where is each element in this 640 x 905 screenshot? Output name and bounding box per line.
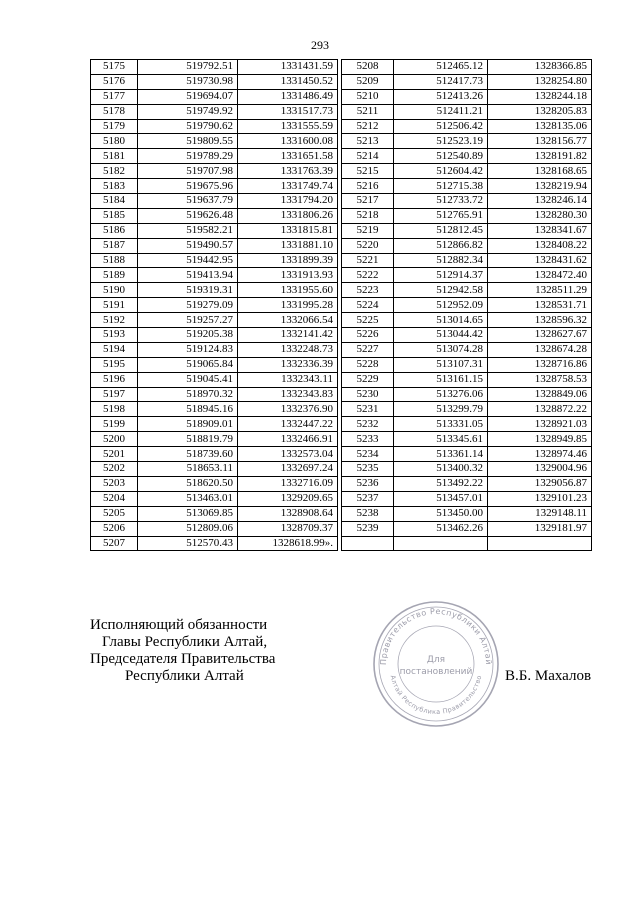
y-coordinate-cell: 1329004.96 xyxy=(488,462,592,477)
x-coordinate-cell: 513492.22 xyxy=(394,476,488,491)
y-coordinate-cell: 1332248.73 xyxy=(238,342,338,357)
table-row xyxy=(91,357,592,372)
page-number: 293 xyxy=(311,38,329,52)
y-coordinate-cell: 1332376.90 xyxy=(238,402,338,417)
x-coordinate-cell: 513345.61 xyxy=(394,432,488,447)
y-coordinate-cell: 1329209.65 xyxy=(238,491,338,506)
point-number-cell: 5179 xyxy=(91,119,138,134)
point-number-cell: 5175 xyxy=(91,60,138,75)
y-coordinate-cell: 1328168.65 xyxy=(488,164,592,179)
x-coordinate-cell: 519809.55 xyxy=(138,134,238,149)
point-number-cell: 5236 xyxy=(342,476,394,491)
x-coordinate-cell: 518620.50 xyxy=(138,476,238,491)
point-number-cell: 5212 xyxy=(342,119,394,134)
table-row xyxy=(91,328,592,343)
table-row xyxy=(91,298,592,313)
y-coordinate-cell: 1331955.60 xyxy=(238,283,338,298)
y-coordinate-cell: 1328280.30 xyxy=(488,208,592,223)
table-row xyxy=(91,506,592,521)
y-coordinate-cell: 1328135.06 xyxy=(488,119,592,134)
y-coordinate-cell: 1328908.64 xyxy=(238,506,338,521)
x-coordinate-cell: 519789.29 xyxy=(138,149,238,164)
point-number-cell: 5222 xyxy=(342,268,394,283)
x-coordinate-cell: 512417.73 xyxy=(394,74,488,89)
y-coordinate-cell: 1332066.54 xyxy=(238,313,338,328)
x-coordinate-cell: 513299.79 xyxy=(394,402,488,417)
table-row xyxy=(91,313,592,328)
x-coordinate-cell: 519065.84 xyxy=(138,357,238,372)
x-coordinate-cell: 519749.92 xyxy=(138,104,238,119)
y-coordinate-cell: 1328716.86 xyxy=(488,357,592,372)
x-coordinate-cell: 519442.95 xyxy=(138,253,238,268)
point-number-cell: 5211 xyxy=(342,104,394,119)
point-number-cell: 5192 xyxy=(91,313,138,328)
y-coordinate-cell: 1328244.18 xyxy=(488,89,592,104)
point-number-cell: 5237 xyxy=(342,491,394,506)
point-number-cell: 5193 xyxy=(91,328,138,343)
x-coordinate-cell: 519694.07 xyxy=(138,89,238,104)
y-coordinate-cell: 1331555.59 xyxy=(238,119,338,134)
point-number-cell: 5185 xyxy=(91,208,138,223)
x-coordinate-cell: 513462.26 xyxy=(394,521,488,536)
table-row xyxy=(91,372,592,387)
x-coordinate-cell: 518945.16 xyxy=(138,402,238,417)
table-row xyxy=(91,208,592,223)
y-coordinate-cell: 1332573.04 xyxy=(238,447,338,462)
y-coordinate-cell: 1328205.83 xyxy=(488,104,592,119)
x-coordinate-cell: 519637.79 xyxy=(138,194,238,209)
point-number-cell: 5190 xyxy=(91,283,138,298)
point-number-cell: 5202 xyxy=(91,462,138,477)
x-coordinate-cell: 519045.41 xyxy=(138,372,238,387)
x-coordinate-cell: 513463.01 xyxy=(138,491,238,506)
x-coordinate-cell: 512765.91 xyxy=(394,208,488,223)
x-coordinate-cell: 519582.21 xyxy=(138,223,238,238)
x-coordinate-cell: 513400.32 xyxy=(394,462,488,477)
point-number-cell: 5197 xyxy=(91,387,138,402)
x-coordinate-cell: 519675.96 xyxy=(138,179,238,194)
point-number-cell: 5206 xyxy=(91,521,138,536)
point-number-cell: 5181 xyxy=(91,149,138,164)
point-number-cell: 5229 xyxy=(342,372,394,387)
y-coordinate-cell: 1329181.97 xyxy=(488,521,592,536)
y-coordinate-cell: 1332697.24 xyxy=(238,462,338,477)
point-number-cell: 5221 xyxy=(342,253,394,268)
table-row xyxy=(91,89,592,104)
x-coordinate-cell: 512570.43 xyxy=(138,536,238,551)
y-coordinate-cell: 1328191.82 xyxy=(488,149,592,164)
x-coordinate-cell: 519626.48 xyxy=(138,208,238,223)
point-number-cell: 5196 xyxy=(91,372,138,387)
x-coordinate-cell: 513107.31 xyxy=(394,357,488,372)
x-coordinate-cell: 519707.98 xyxy=(138,164,238,179)
point-number-cell: 5205 xyxy=(91,506,138,521)
table-row xyxy=(91,342,592,357)
point-number-cell: 5227 xyxy=(342,342,394,357)
y-coordinate-cell: 1332716.09 xyxy=(238,476,338,491)
y-coordinate-cell: 1328472.40 xyxy=(488,268,592,283)
x-coordinate-cell: 518909.01 xyxy=(138,417,238,432)
table-row xyxy=(91,476,592,491)
signer-position-line-4: Республики Алтай xyxy=(125,668,244,684)
svg-text:Правительство Республики Алтай: Правительство Республики Алтай xyxy=(378,606,494,666)
x-coordinate-cell: 512914.37 xyxy=(394,268,488,283)
x-coordinate-cell: 518739.60 xyxy=(138,447,238,462)
point-number-cell: 5180 xyxy=(91,134,138,149)
x-coordinate-cell: 512866.82 xyxy=(394,238,488,253)
x-coordinate-cell: 512413.26 xyxy=(394,89,488,104)
x-coordinate-cell: 512540.89 xyxy=(394,149,488,164)
table-row xyxy=(91,223,592,238)
signer-position-line-1: Исполняющий обязанности xyxy=(90,617,268,633)
x-coordinate-cell: 519124.83 xyxy=(138,342,238,357)
x-coordinate-cell: 519792.51 xyxy=(138,60,238,75)
table-row xyxy=(91,253,592,268)
svg-text:Для: Для xyxy=(426,655,446,665)
official-seal-stamp xyxy=(370,598,502,730)
x-coordinate-cell: 512411.21 xyxy=(394,104,488,119)
point-number-cell: 5188 xyxy=(91,253,138,268)
table-row xyxy=(91,149,592,164)
point-number-cell: 5195 xyxy=(91,357,138,372)
x-coordinate-cell: 519257.27 xyxy=(138,313,238,328)
x-coordinate-cell: 513044.42 xyxy=(394,328,488,343)
y-coordinate-cell: 1328246.14 xyxy=(488,194,592,209)
table-row xyxy=(91,74,592,89)
y-coordinate-cell: 1331815.81 xyxy=(238,223,338,238)
y-coordinate-cell: 1331450.52 xyxy=(238,74,338,89)
signer-position-line-2: Главы Республики Алтай, xyxy=(102,634,268,650)
signer-position-line-3: Председателя Правительства xyxy=(90,651,276,667)
y-coordinate-cell: 1328921.03 xyxy=(488,417,592,432)
point-number-cell: 5217 xyxy=(342,194,394,209)
y-coordinate-cell: 1331763.39 xyxy=(238,164,338,179)
table-row xyxy=(91,417,592,432)
table-row xyxy=(91,447,592,462)
point-number-cell: 5235 xyxy=(342,462,394,477)
point-number-cell: 5186 xyxy=(91,223,138,238)
point-number-cell: 5214 xyxy=(342,149,394,164)
x-coordinate-cell: 513450.00 xyxy=(394,506,488,521)
x-coordinate-cell: 518653.11 xyxy=(138,462,238,477)
point-number-cell: 5209 xyxy=(342,74,394,89)
y-coordinate-cell: 1331806.26 xyxy=(238,208,338,223)
point-number-cell: 5191 xyxy=(91,298,138,313)
svg-text:Алтай Республика Правительство: Алтай Республика Правительство xyxy=(388,674,484,717)
x-coordinate-cell: 512942.58 xyxy=(394,283,488,298)
y-coordinate-cell: 1328219.94 xyxy=(488,179,592,194)
y-coordinate-cell: 1331431.59 xyxy=(238,60,338,75)
y-coordinate-cell: 1331600.08 xyxy=(238,134,338,149)
table-row xyxy=(91,402,592,417)
point-number-cell: 5238 xyxy=(342,506,394,521)
x-coordinate-cell: 519205.38 xyxy=(138,328,238,343)
point-number-cell: 5203 xyxy=(91,476,138,491)
y-coordinate-cell: 1328849.06 xyxy=(488,387,592,402)
y-coordinate-cell: 1331486.49 xyxy=(238,89,338,104)
point-number-cell: 5183 xyxy=(91,179,138,194)
point-number-cell: 5199 xyxy=(91,417,138,432)
table-row xyxy=(91,60,592,75)
point-number-cell: 5230 xyxy=(342,387,394,402)
table-row xyxy=(91,283,592,298)
table-row xyxy=(91,164,592,179)
point-number-cell: 5207 xyxy=(91,536,138,551)
y-coordinate-cell: 1328974.46 xyxy=(488,447,592,462)
table-row xyxy=(91,238,592,253)
y-coordinate-cell: 1329148.11 xyxy=(488,506,592,521)
table-row xyxy=(91,491,592,506)
y-coordinate-cell: 1328531.71 xyxy=(488,298,592,313)
y-coordinate-cell: 1328431.62 xyxy=(488,253,592,268)
point-number-cell: 5187 xyxy=(91,238,138,253)
point-number-cell: 5194 xyxy=(91,342,138,357)
x-coordinate-cell: 512882.34 xyxy=(394,253,488,268)
point-number-cell: 5198 xyxy=(91,402,138,417)
y-coordinate-cell: 1328618.99». xyxy=(238,536,338,551)
x-coordinate-cell: 512952.09 xyxy=(394,298,488,313)
x-coordinate-cell: 513074.28 xyxy=(394,342,488,357)
x-coordinate-cell: 513361.14 xyxy=(394,447,488,462)
y-coordinate-cell: 1331651.58 xyxy=(238,149,338,164)
y-coordinate-cell: 1328341.67 xyxy=(488,223,592,238)
x-coordinate-cell: 518970.32 xyxy=(138,387,238,402)
y-coordinate-cell: 1329056.87 xyxy=(488,476,592,491)
point-number-cell: 5231 xyxy=(342,402,394,417)
x-coordinate-cell: 518819.79 xyxy=(138,432,238,447)
x-coordinate-cell: 519730.98 xyxy=(138,74,238,89)
point-number-cell: 5239 xyxy=(342,521,394,536)
point-number-cell: 5208 xyxy=(342,60,394,75)
signature-block xyxy=(90,617,275,685)
point-number-cell: 5218 xyxy=(342,208,394,223)
x-coordinate-cell: 513331.05 xyxy=(394,417,488,432)
table-row xyxy=(91,179,592,194)
point-number-cell: 5234 xyxy=(342,447,394,462)
x-coordinate-cell: 512733.72 xyxy=(394,194,488,209)
x-coordinate-cell: 513014.65 xyxy=(394,313,488,328)
x-coordinate-cell: 512523.19 xyxy=(394,134,488,149)
y-coordinate-cell: 1332343.11 xyxy=(238,372,338,387)
point-number-cell: 5182 xyxy=(91,164,138,179)
table-row xyxy=(91,104,592,119)
y-coordinate-cell: 1329101.23 xyxy=(488,491,592,506)
svg-text:постановлений: постановлений xyxy=(399,667,473,677)
table-row xyxy=(91,268,592,283)
x-coordinate-cell: 513069.85 xyxy=(138,506,238,521)
x-coordinate-cell: 512812.45 xyxy=(394,223,488,238)
y-coordinate-cell: 1328366.85 xyxy=(488,60,592,75)
y-coordinate-cell: 1328156.77 xyxy=(488,134,592,149)
y-coordinate-cell: 1328872.22 xyxy=(488,402,592,417)
x-coordinate-cell: 512715.38 xyxy=(394,179,488,194)
y-coordinate-cell: 1328949.85 xyxy=(488,432,592,447)
x-coordinate-cell: 519490.57 xyxy=(138,238,238,253)
y-coordinate-cell: 1331913.93 xyxy=(238,268,338,283)
y-coordinate-cell xyxy=(488,536,592,551)
point-number-cell xyxy=(342,536,394,551)
y-coordinate-cell: 1328408.22 xyxy=(488,238,592,253)
y-coordinate-cell: 1328596.32 xyxy=(488,313,592,328)
point-number-cell: 5210 xyxy=(342,89,394,104)
y-coordinate-cell: 1332141.42 xyxy=(238,328,338,343)
table-row xyxy=(91,119,592,134)
point-number-cell: 5204 xyxy=(91,491,138,506)
point-number-cell: 5232 xyxy=(342,417,394,432)
point-number-cell: 5216 xyxy=(342,179,394,194)
table-row xyxy=(91,521,592,536)
x-coordinate-cell: 513276.06 xyxy=(394,387,488,402)
y-coordinate-cell: 1332343.83 xyxy=(238,387,338,402)
y-coordinate-cell: 1332466.91 xyxy=(238,432,338,447)
y-coordinate-cell: 1331995.28 xyxy=(238,298,338,313)
y-coordinate-cell: 1331899.39 xyxy=(238,253,338,268)
point-number-cell: 5200 xyxy=(91,432,138,447)
table-row xyxy=(91,387,592,402)
y-coordinate-cell: 1331881.10 xyxy=(238,238,338,253)
point-number-cell: 5178 xyxy=(91,104,138,119)
point-number-cell: 5226 xyxy=(342,328,394,343)
y-coordinate-cell: 1331794.20 xyxy=(238,194,338,209)
point-number-cell: 5176 xyxy=(91,74,138,89)
point-number-cell: 5184 xyxy=(91,194,138,209)
point-number-cell: 5233 xyxy=(342,432,394,447)
y-coordinate-cell: 1328627.67 xyxy=(488,328,592,343)
point-number-cell: 5225 xyxy=(342,313,394,328)
x-coordinate-cell: 519279.09 xyxy=(138,298,238,313)
point-number-cell: 5213 xyxy=(342,134,394,149)
y-coordinate-cell: 1328758.53 xyxy=(488,372,592,387)
point-number-cell: 5219 xyxy=(342,223,394,238)
x-coordinate-cell: 513457.01 xyxy=(394,491,488,506)
table-row xyxy=(91,462,592,477)
y-coordinate-cell: 1331517.73 xyxy=(238,104,338,119)
table-row xyxy=(91,432,592,447)
x-coordinate-cell: 512506.42 xyxy=(394,119,488,134)
point-number-cell: 5189 xyxy=(91,268,138,283)
point-number-cell: 5223 xyxy=(342,283,394,298)
x-coordinate-cell: 512604.42 xyxy=(394,164,488,179)
point-number-cell: 5177 xyxy=(91,89,138,104)
x-coordinate-cell: 512809.06 xyxy=(138,521,238,536)
x-coordinate-cell: 512465.12 xyxy=(394,60,488,75)
x-coordinate-cell: 519790.62 xyxy=(138,119,238,134)
signer-name: В.Б. Махалов xyxy=(505,668,592,684)
point-number-cell: 5224 xyxy=(342,298,394,313)
coordinates-table xyxy=(90,59,592,551)
point-number-cell: 5220 xyxy=(342,238,394,253)
point-number-cell: 5228 xyxy=(342,357,394,372)
y-coordinate-cell: 1328674.28 xyxy=(488,342,592,357)
x-coordinate-cell: 519319.31 xyxy=(138,283,238,298)
y-coordinate-cell: 1328254.80 xyxy=(488,74,592,89)
y-coordinate-cell: 1332447.22 xyxy=(238,417,338,432)
point-number-cell: 5215 xyxy=(342,164,394,179)
y-coordinate-cell: 1332336.39 xyxy=(238,357,338,372)
x-coordinate-cell xyxy=(394,536,488,551)
point-number-cell: 5201 xyxy=(91,447,138,462)
table-row xyxy=(91,536,592,551)
y-coordinate-cell: 1331749.74 xyxy=(238,179,338,194)
y-coordinate-cell: 1328511.29 xyxy=(488,283,592,298)
x-coordinate-cell: 519413.94 xyxy=(138,268,238,283)
table-row xyxy=(91,134,592,149)
y-coordinate-cell: 1328709.37 xyxy=(238,521,338,536)
x-coordinate-cell: 513161.15 xyxy=(394,372,488,387)
table-row xyxy=(91,194,592,209)
